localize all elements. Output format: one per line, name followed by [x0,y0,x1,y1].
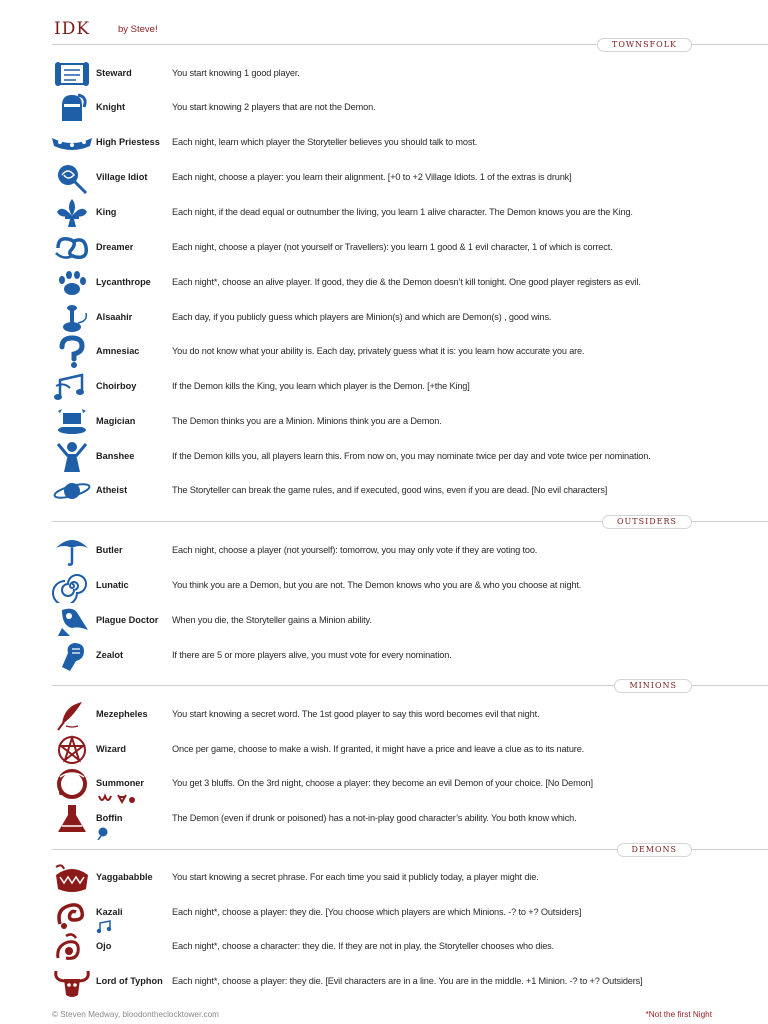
paw-icon [52,266,92,300]
character-name: Zealot [96,650,124,660]
crown-icon [52,126,92,160]
outsiders-row [52,569,768,603]
townsfolk-row [52,335,768,369]
character-name: Atheist [96,485,128,495]
character-ability: You think you are a Demon, but you are not. The Demon knows who you are & who you choose at night. [172,580,582,590]
character-name: Steward [96,68,132,78]
planet-icon [52,474,92,508]
townsfolk-section-label: TOWNSFOLK [597,38,692,52]
character-ability: If the Demon kills the King, you learn which player is the Demon. [+the King] [172,381,470,391]
townsfolk-row [52,370,768,404]
script-title: IDK [54,19,91,39]
character-ability: You get 3 bluffs. On the 3rd night, choose a player: they become an evil Demon of your choice. [No Demon] [172,778,593,788]
kazali-jinx-icon [96,920,116,934]
lollipop-icon [52,161,92,195]
character-name: Lunatic [96,580,129,590]
character-name: Choirboy [96,381,137,391]
character-name: Plague Doctor [96,615,159,625]
character-name: Banshee [96,451,135,461]
townsfolk-row [52,266,768,300]
outsiders-row [52,639,768,673]
minions-row [52,733,768,767]
character-name: Boffin [96,813,123,823]
tentacle-icon [52,896,92,930]
character-ability: Each night*, choose a character: they die. If they are not in play, the Storyteller chooses who dies. [172,941,555,951]
character-name: Ojo [96,941,112,951]
first-night-footnote: *Not the first Night [645,1010,712,1019]
minions-row [52,767,768,801]
plague-mask-icon [52,604,92,638]
character-ability: You do not know what your ability is. Each day, privately guess what it is: you learn how accurate you are. [172,346,585,356]
character-ability: Once per game, choose to make a wish. If granted, it might have a price and leave a clue as to its nature. [172,744,585,754]
umbrella-icon [52,534,92,568]
character-ability: You start knowing 1 good player. [172,68,300,78]
character-ability: If there are 5 or more players alive, you must vote for every nomination. [172,650,452,660]
character-ability: You start knowing a secret word. The 1st good player to say this word becomes evil that night. [172,709,540,719]
copyright-footer: © Steven Medway, bloodontheclocktower.com [52,1010,219,1019]
monster-mouth-icon [52,861,92,895]
character-name: Lord of Typhon [96,976,163,986]
townsfolk-row [52,126,768,160]
character-name: King [96,207,117,217]
summoning-circle-icon [52,767,92,801]
minions-row [52,802,768,836]
character-name: Amnesiac [96,346,140,356]
character-ability: Each night, if the dead equal or outnumber the living, you learn 1 alive character. The Demon knows you are the King. [172,207,633,217]
bull-skull-icon [52,965,92,999]
demons-row [52,930,768,964]
demons-row [52,896,768,930]
script-author: by Steve! [118,24,158,35]
outsiders-section-label: OUTSIDERS [602,515,692,529]
character-name: High Priestess [96,137,160,147]
question-mark-icon [52,335,92,369]
character-name: Yaggababble [96,872,153,882]
minions-row [52,698,768,732]
spiral-icon [52,569,92,603]
character-name: Kazali [96,907,123,917]
character-ability: Each night*, choose a player: they die. [Evil characters are in a line. You are in the middle. +1 Minion. -? to +? Outsiders] [172,976,643,986]
character-name: Knight [96,102,126,112]
demons-row [52,965,768,999]
character-ability: Each night, choose a player: you learn their alignment. [+0 to +2 Village Idiots. 1 of the extras is drunk] [172,172,572,182]
character-name: Alsaahir [96,312,133,322]
eye-swirl-icon [52,930,92,964]
hookah-icon [52,301,92,335]
character-name: Village Idiot [96,172,148,182]
outsiders-row [52,604,768,638]
character-name: Magician [96,416,136,426]
townsfolk-row [52,231,768,265]
townsfolk-row [52,301,768,335]
quill-icon [52,698,92,732]
townsfolk-row [52,57,768,91]
character-ability: The Demon (even if drunk or poisoned) has a not-in-play good character’s ability. You both know which. [172,813,577,823]
swirl-icon [52,231,92,265]
character-ability: You start knowing a secret phrase. For each time you said it publicly today, a player might die. [172,872,539,882]
knight-helmet-icon [52,91,92,125]
character-name: Lycanthrope [96,277,151,287]
character-ability: Each day, if you publicly guess which players are Minion(s) and which are Demon(s) , good wins. [172,312,552,322]
fleur-de-lis-icon [52,196,92,230]
flask-icon [52,802,92,836]
music-notes-icon [52,370,92,404]
character-ability: Each night, learn which player the Storyteller believes you should talk to most. [172,137,478,147]
character-ability: Each night*, choose a player: they die. [You choose which players are which Minions. -? to +? Outsiders] [172,907,582,917]
character-name: Mezepheles [96,709,148,719]
boffin-jinx-icon [96,826,110,840]
character-name: Dreamer [96,242,134,252]
demons-row [52,861,768,895]
townsfolk-row [52,474,768,508]
character-ability: You start knowing 2 players that are not the Demon. [172,102,376,112]
character-ability: Each night*, choose an alive player. If good, they die & the Demon doesn’t kill tonight. One good player registers as evil. [172,277,641,287]
character-name: Summoner [96,778,144,788]
character-ability: Each night, choose a player (not yourself): tomorrow, you may only vote if they are voting too. [172,545,538,555]
pentagram-icon [52,733,92,767]
townsfolk-row [52,91,768,125]
screaming-figure-icon [52,440,92,474]
character-ability: Each night, choose a player (not yourself or Travellers): you learn 1 good & 1 evil character, 1 of which is correct. [172,242,613,252]
character-ability: When you die, the Storyteller gains a Minion ability. [172,615,372,625]
townsfolk-row [52,405,768,439]
summoner-jinx-icons [96,792,136,806]
character-ability: The Demon thinks you are a Minion. Minions think you are a Demon. [172,416,442,426]
character-ability: If the Demon kills you, all players learn this. From now on, you may nominate twice per day and vote twice per nomination. [172,451,651,461]
scroll-icon [52,57,92,91]
minions-section-label: MINIONS [614,679,692,693]
fist-icon [52,639,92,673]
character-name: Butler [96,545,123,555]
character-name: Wizard [96,744,127,754]
outsiders-row [52,534,768,568]
townsfolk-row [52,440,768,474]
townsfolk-row [52,196,768,230]
demons-section-label: DEMONS [617,843,692,857]
character-ability: The Storyteller can break the game rules, and if executed, good wins, even if you are dead. [No evil characters] [172,485,608,495]
townsfolk-row [52,161,768,195]
magic-hat-icon [52,405,92,439]
